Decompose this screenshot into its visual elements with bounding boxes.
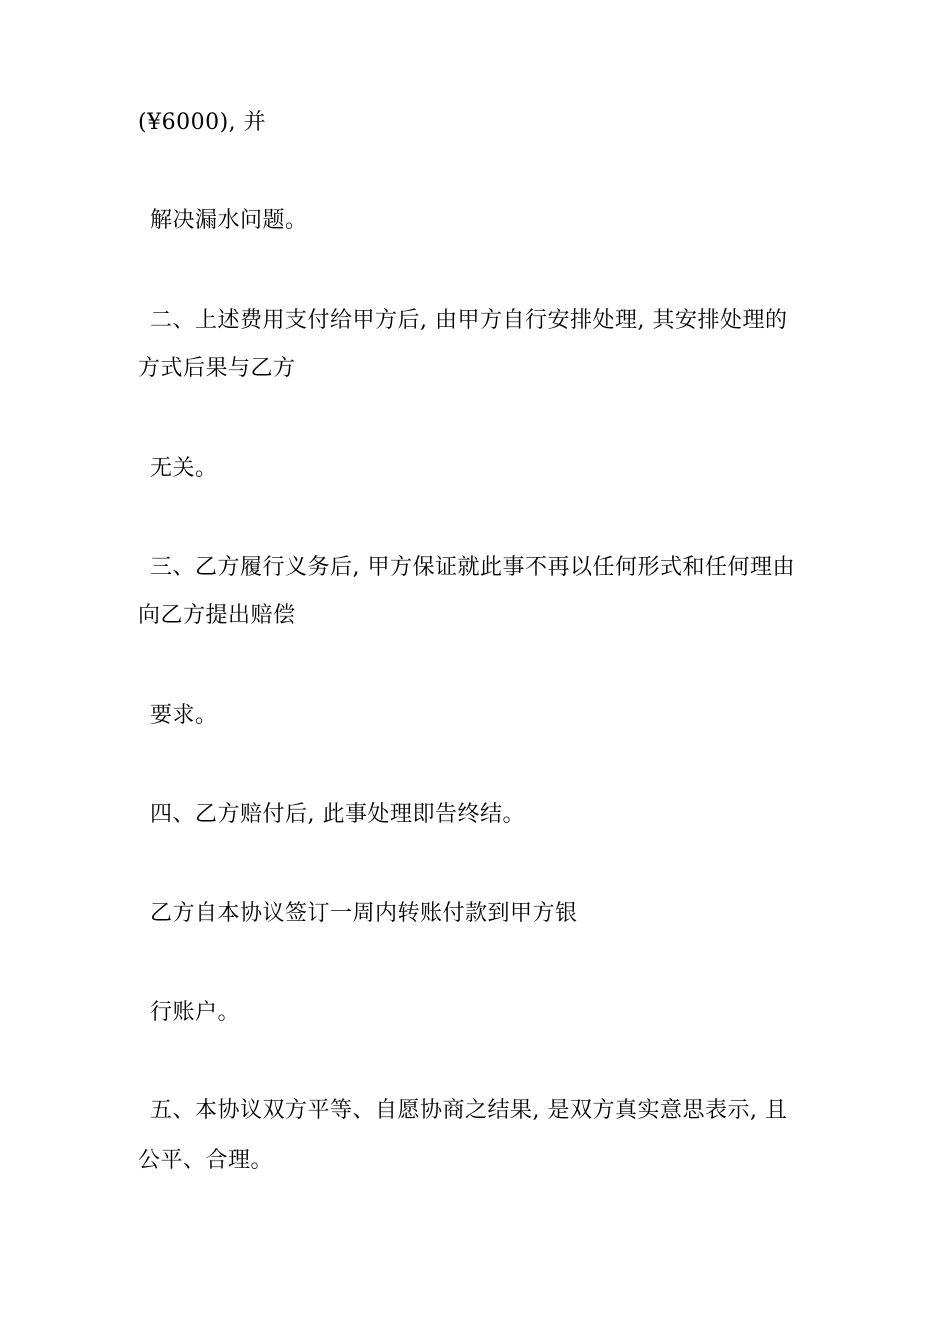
clause-4-line: 四、乙方赔付后, 此事处理即告终结。 [150, 802, 525, 827]
clause-5-line-2: 公平、合理。 [138, 1148, 274, 1173]
clause-2-line-3: 无关。 [150, 456, 218, 481]
clause-5-line-1: 五、本协议双方平等、自愿协商之结果, 是双方真实意思表示, 且 [150, 1098, 788, 1123]
payment-line-1: 乙方自本协议签订一周内转账付款到甲方银 [150, 901, 578, 926]
payment-line-2: 行账户。 [150, 1000, 241, 1025]
text-line-fix-leak: 解决漏水问题。 [150, 208, 308, 233]
clause-2-line-2: 方式后果与乙方 [138, 356, 296, 381]
clause-3-line-1: 三、乙方履行义务后, 甲方保证就此事不再以任何形式和任何理由 [150, 555, 795, 580]
clause-2-line-1: 二、上述费用支付给甲方后, 由甲方自行安排处理, 其安排处理的 [150, 308, 788, 333]
text-line-amount: (¥6000), 并 [138, 110, 267, 135]
clause-3-line-3: 要求。 [150, 703, 218, 728]
clause-3-line-2: 向乙方提出赔偿 [138, 603, 296, 628]
